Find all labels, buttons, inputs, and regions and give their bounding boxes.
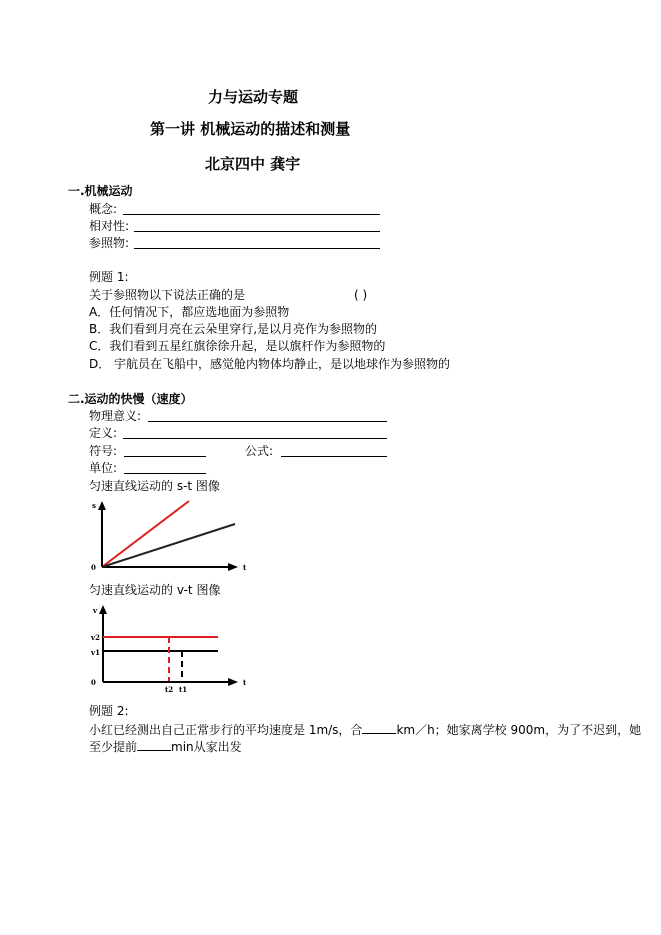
field-formula-label: 公式: — [245, 444, 274, 458]
section2-heading: 二.运动的快慢（速度） — [68, 392, 193, 406]
vt-x-label: t — [243, 678, 247, 687]
kmh-answer-blank[interactable] — [362, 722, 396, 734]
field-relativity-label: 相对性: — [89, 219, 130, 233]
minutes-answer-blank[interactable] — [137, 739, 171, 751]
answer-bracket: ( ) — [354, 288, 368, 302]
example2-line1 — [89, 722, 641, 737]
example2-text-b: km／h；她家离学校 900m，为了不迟到，她 — [396, 723, 642, 737]
field-unit-label: 单位: — [89, 461, 118, 475]
vt-t2-label: t2 — [165, 685, 174, 694]
vt-x-arrow-icon — [228, 678, 238, 686]
lecture-title: 第一讲 机械运动的描述和测量 — [150, 120, 351, 138]
example2-text-d: min从家出发 — [171, 740, 242, 754]
option-c: C．我们看到五星红旗徐徐升起，是以旗杆作为参照物的 — [89, 339, 386, 353]
vt-graph — [88, 603, 248, 698]
field-definition-label: 定义: — [89, 426, 118, 440]
field-symbol-blank[interactable] — [124, 456, 206, 457]
st-fast-line — [102, 501, 189, 567]
example2-text-c: 至少提前 — [89, 740, 138, 754]
st-x-label: t — [243, 563, 247, 572]
example2-label: 例题 2: — [89, 704, 129, 718]
section1-heading: 一.机械运动 — [68, 184, 133, 198]
option-d: D． 宇航员在飞船中，感觉舱内物体均静止，是以地球作为参照物的 — [89, 357, 451, 371]
field-reference-blank[interactable] — [134, 248, 380, 249]
field-symbol-label: 符号: — [89, 444, 118, 458]
st-origin-label: 0 — [91, 563, 96, 572]
example1-label: 例题 1: — [89, 270, 129, 284]
field-definition-blank[interactable] — [123, 438, 387, 439]
vt-y-arrow-icon — [99, 605, 107, 614]
st-graph — [88, 498, 248, 578]
field-unit-blank[interactable] — [124, 473, 206, 474]
example1-question: 关于参照物以下说法正确的是 — [89, 288, 246, 302]
vt-v2-label: v2 — [91, 633, 100, 642]
vt-y-label: v — [93, 606, 98, 615]
st-y-label: s — [92, 501, 96, 510]
field-concept-label: 概念: — [89, 202, 118, 216]
field-reference-label: 参照物: — [89, 236, 130, 250]
document-topic: 力与运动专题 — [208, 88, 299, 106]
field-formula-blank[interactable] — [281, 456, 387, 457]
st-graph-caption: 匀速直线运动的 s-t 图像 — [89, 479, 220, 493]
st-y-arrow-icon — [98, 501, 106, 510]
author: 北京四中 龚宇 — [205, 155, 301, 173]
field-concept-blank[interactable] — [123, 214, 380, 215]
field-meaning-blank[interactable] — [148, 421, 387, 422]
st-slow-line — [102, 524, 235, 567]
vt-t1-label: t1 — [179, 685, 188, 694]
field-relativity-blank[interactable] — [134, 231, 380, 232]
field-meaning-label: 物理意义: — [89, 409, 142, 423]
vt-origin-label: 0 — [91, 678, 96, 687]
example2-text-a: 小红已经测出自己正常步行的平均速度是 1m/s，合 — [89, 723, 363, 737]
option-a: A．任何情况下，都应选地面为参照物 — [89, 305, 290, 319]
option-b: B．我们看到月亮在云朵里穿行,是以月亮作为参照物的 — [89, 322, 378, 336]
vt-graph-caption: 匀速直线运动的 v-t 图像 — [89, 583, 221, 597]
st-x-arrow-icon — [228, 563, 238, 571]
example2-line2 — [89, 739, 242, 754]
vt-v1-label: v1 — [91, 648, 100, 657]
